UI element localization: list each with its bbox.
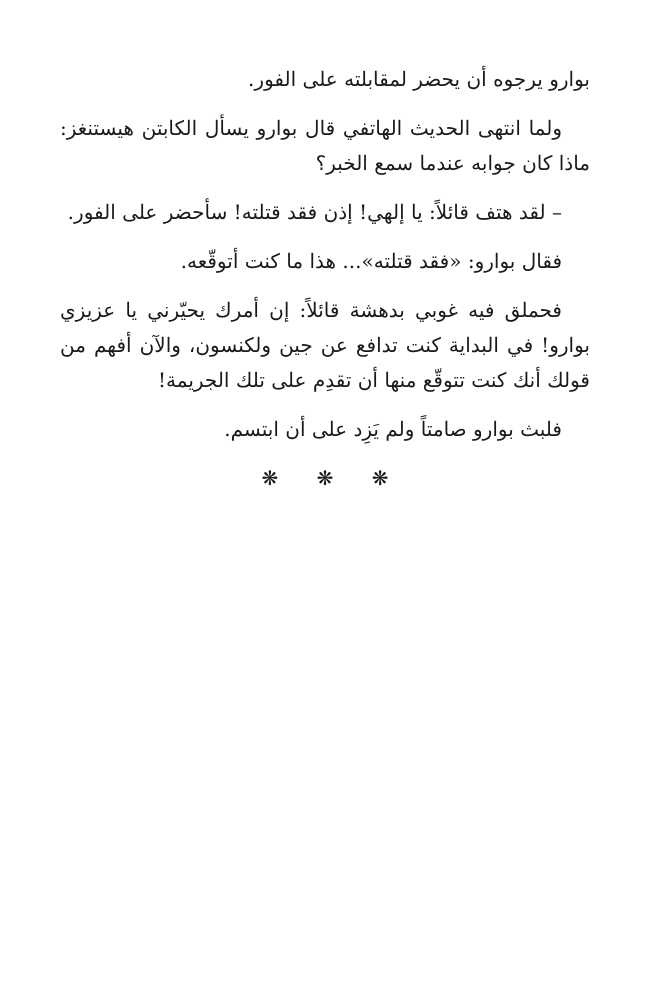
- paragraph-5: فحملق فيه غوبي بدهشة قائلاً: إن أمرك يحيّرني يا عزيزي بوارو! في البداية كنت تدافع عن جين ولكنسون، والآن أفهم من قولك أنك كنت تتوقّع منها أن تقدِم على تلك الجريمة!: [60, 298, 590, 392]
- paragraph-4: فقال بوارو: «فقد قتلته»... هذا ما كنت أتوقّعه.: [180, 249, 562, 273]
- paragraph-1: بوارو يرجوه أن يحضر لمقابلته على الفور.: [248, 67, 590, 91]
- paragraph-3: – لقد هتف قائلاً: يا إلهي! إذن فقد قتلته! سأحضر على الفور.: [67, 200, 562, 224]
- paragraph-2: ولما انتهى الحديث الهاتفي قال بوارو يسأل الكابتن هيستنغز: ماذا كان جوابه عندما سمع الخبر؟: [60, 116, 590, 175]
- section-break-ornament: ❋ ❋ ❋: [261, 466, 405, 490]
- paragraph-6: فلبث بوارو صامتاً ولم يَزِد على أن ابتسم.: [224, 417, 562, 441]
- book-page: [60, 62, 590, 496]
